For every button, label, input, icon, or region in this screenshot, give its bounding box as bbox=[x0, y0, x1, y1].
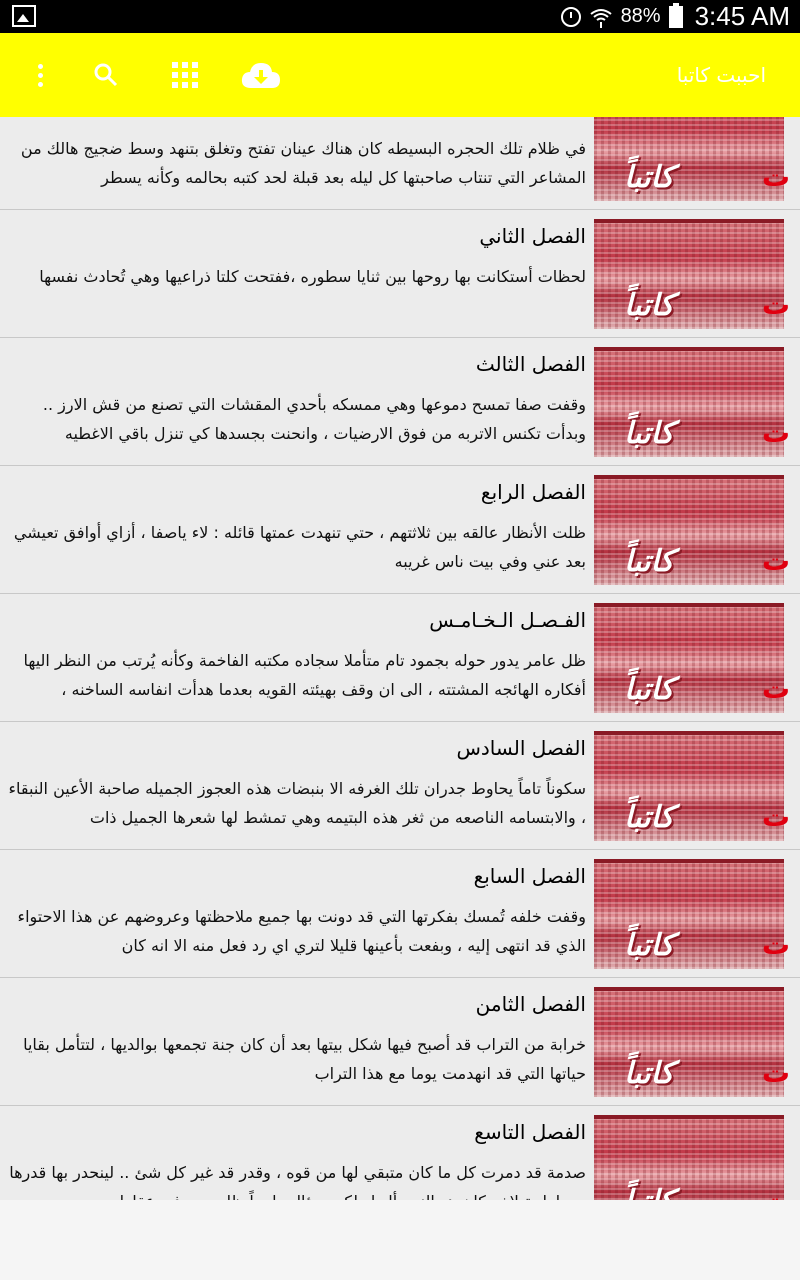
chapter-row[interactable] bbox=[0, 210, 800, 338]
chapter-title: الفصل الرابع bbox=[480, 480, 586, 504]
app-bar bbox=[0, 33, 800, 117]
chapter-row[interactable] bbox=[0, 850, 800, 978]
chapter-title: الفـصـل الـخـامـس bbox=[429, 608, 586, 632]
chapter-thumbnail: كاتباً ت bbox=[594, 347, 784, 457]
chapter-thumbnail: كاتباً ت bbox=[594, 475, 784, 585]
chapter-snippet: ظل عامر يدور حوله بجمود تام متأملا سجاده مكتبه الفاخمة وكأنه يُرتب من النظر اليها أفكاره الهائجه المشتته ، الى ان وقف بهيئته القويه بعدما هدأت انفاسه الساخنه ، bbox=[23, 651, 586, 699]
chapter-snippet: وقفت صفا تمسح دموعها وهي ممسكه بأحدي المقشات التي تصنع من قش الارز .. وبدأت تكنس الاتربه من فوق الارضيات ، وانحنت بجسدها كي تنزل باقي الاغطيه bbox=[42, 395, 586, 443]
chapter-snippet: في ظلام تلك الحجره البسيطه كان هناك عينان تفتح وتغلق بتنهد وسط ضجيج هالك من المشاعر التي تنتاب صاحبتها كل ليله بعد قبلة لحد كتبه بحالمه وكأنه يسطر bbox=[20, 139, 586, 187]
cloud-download-icon[interactable] bbox=[236, 33, 286, 117]
chapter-title: الفصل الثالث bbox=[475, 352, 586, 376]
app-title: احببت كاتبا bbox=[676, 63, 766, 87]
chapter-list[interactable] bbox=[0, 117, 800, 1200]
overflow-menu-icon[interactable] bbox=[20, 33, 60, 117]
gallery-notification-icon bbox=[12, 5, 36, 27]
battery-icon bbox=[669, 6, 683, 28]
grid-icon[interactable] bbox=[165, 33, 205, 117]
search-icon[interactable] bbox=[86, 33, 126, 117]
chapter-thumbnail: كاتباً ت bbox=[594, 91, 784, 201]
chapter-thumbnail: كاتباً ت bbox=[594, 859, 784, 969]
chapter-thumbnail: كاتباً ت bbox=[594, 603, 784, 713]
chapter-row[interactable] bbox=[0, 338, 800, 466]
chapter-thumbnail: كاتباً ت bbox=[594, 219, 784, 329]
status-icons bbox=[561, 0, 790, 33]
bottom-area bbox=[0, 1200, 800, 1280]
chapter-title: الفصل السادس bbox=[456, 736, 586, 760]
chapter-row[interactable] bbox=[0, 594, 800, 722]
chapter-snippet: سكوناً تاماً يحاوط جدران تلك الغرفه الا بنبضات هذه العجوز الجميله صاحبة الأعين النبقاء ، والابتسامه الناصعه من ثغر هذه البتيمه وهي تمشط لها شعرها الجميل ذات bbox=[8, 779, 586, 827]
chapter-row[interactable] bbox=[0, 978, 800, 1106]
chapter-title: الفصل التاسع bbox=[474, 1120, 586, 1144]
chapter-snippet: وقفت خلفه تُمسك بفكرتها التي قد دونت بها جميع ملاحظتها وعروضهم عن هذا الاحتواء الذي قد انتهى إليه ، وبفعت بأعينها قليلا لتري اي رد فعل منه الا انه كان bbox=[17, 907, 586, 955]
chapter-snippet: خرابة من التراب قد أصبح فيها شكل بيتها بعد أن كان جنة تجمعها بوالديها ، لتتأمل بقايا حياتها التي قد انهدمت يوما مع هذا التراب bbox=[23, 1035, 586, 1083]
status-bar bbox=[0, 0, 800, 33]
battery-percent: 88% bbox=[620, 5, 661, 27]
chapter-row[interactable] bbox=[0, 466, 800, 594]
clock: 3:45 AM bbox=[694, 1, 790, 31]
alarm-icon bbox=[561, 7, 581, 27]
chapter-snippet: لحظات أستكانت بها روحها بين ثنايا سطوره ،ففتحت كلتا ذراعيها وهي تُحادث نفسها bbox=[39, 267, 586, 286]
chapter-snippet: ظلت الأنظار عالقه بين ثلاثتهم ، حتي تنهدت عمتها قائله : لاء ياصفا ، أزاي أوافق تعيشي بعد عني وفي بيت ناس غريبه bbox=[13, 523, 586, 571]
chapter-thumbnail: كاتباً ت bbox=[594, 987, 784, 1097]
chapter-title: الفصل الثامن bbox=[475, 992, 586, 1016]
chapter-title: الفصل السابع bbox=[473, 864, 586, 888]
chapter-thumbnail: كاتباً ت bbox=[594, 731, 784, 841]
wifi-icon bbox=[589, 6, 613, 28]
chapter-row[interactable] bbox=[0, 722, 800, 850]
chapter-snippet: صدمة قد دمرت كل ما كان متبقي لها من قوه ، وقدر قد غير كل شئ .. لينحدر بها قدرها bbox=[9, 1163, 586, 1182]
chapter-title: الفصل الثاني bbox=[479, 224, 586, 248]
